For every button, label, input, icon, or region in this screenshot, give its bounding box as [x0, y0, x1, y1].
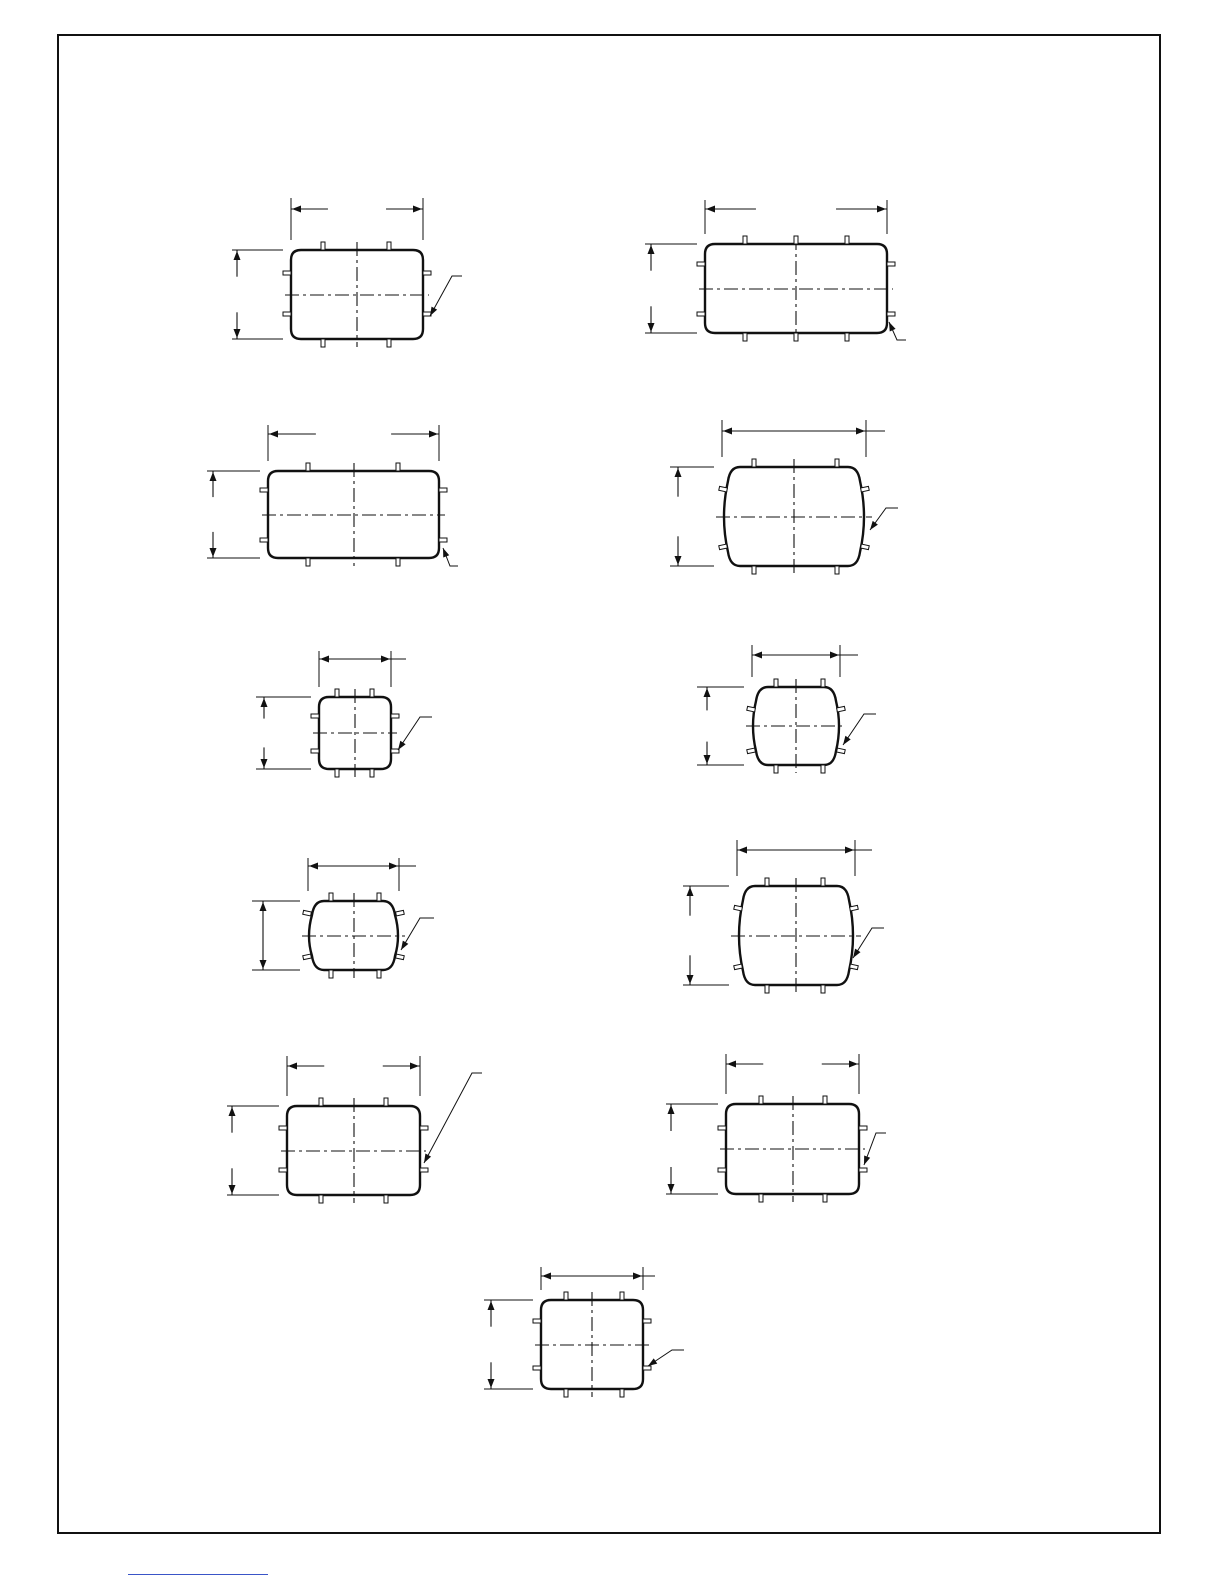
- outline-figure-7: [252, 858, 434, 978]
- lead-tab: [794, 333, 798, 341]
- arrowhead: [389, 863, 398, 870]
- arrowhead: [260, 960, 267, 969]
- arrowhead: [210, 472, 217, 481]
- leader-arrowhead: [889, 322, 896, 332]
- arrowhead: [234, 329, 241, 338]
- arrowhead: [381, 656, 390, 663]
- leader-arrowhead: [443, 548, 449, 558]
- leader-arrowhead: [424, 1154, 431, 1163]
- arrowhead: [704, 688, 711, 697]
- lead-tab: [420, 1168, 428, 1172]
- lead-tab: [439, 538, 447, 542]
- lead-tab: [319, 1098, 323, 1106]
- leader-arrowhead: [843, 736, 851, 745]
- lead-tab: [391, 714, 399, 718]
- lead-tab: [759, 1194, 763, 1202]
- arrowhead: [269, 431, 278, 438]
- arrowhead: [723, 428, 732, 435]
- lead-tab: [303, 910, 312, 916]
- arrowhead: [320, 656, 329, 663]
- arrowhead: [849, 1061, 858, 1068]
- lead-tab: [283, 271, 291, 275]
- lead-tab: [260, 538, 268, 542]
- lead-tab: [396, 463, 400, 471]
- arrowhead: [687, 887, 694, 896]
- lead-tab: [747, 748, 756, 754]
- arrowhead: [648, 323, 655, 332]
- lead-tab: [321, 339, 325, 347]
- lead-tab: [752, 459, 756, 467]
- lead-tab: [774, 765, 778, 773]
- lead-tab: [821, 765, 825, 773]
- arrowhead: [668, 1184, 675, 1193]
- arrowhead: [738, 847, 747, 854]
- leader-line: [424, 1073, 482, 1163]
- arrowhead: [410, 1063, 419, 1070]
- arrowhead: [488, 1301, 495, 1310]
- lead-tab: [329, 970, 333, 978]
- lead-tab: [370, 689, 374, 697]
- lead-tab: [643, 1366, 651, 1370]
- leader-arrowhead: [401, 941, 408, 950]
- lead-tab: [837, 748, 846, 754]
- lead-tab: [718, 1168, 726, 1172]
- lead-tab: [887, 262, 895, 266]
- outline-figure-10: [666, 1054, 886, 1202]
- arrowhead: [229, 1107, 236, 1116]
- outline-figure-6: [697, 645, 876, 773]
- lead-tab: [697, 262, 705, 266]
- lead-tab: [423, 271, 431, 275]
- lead-tab: [794, 236, 798, 244]
- lead-tab: [620, 1389, 624, 1397]
- lead-tab: [821, 985, 825, 993]
- lead-tab: [533, 1319, 541, 1323]
- lead-tab: [260, 488, 268, 492]
- outline-figure-5: [256, 651, 432, 777]
- lead-tab: [835, 459, 839, 467]
- lead-tab: [845, 236, 849, 244]
- lead-tab: [845, 333, 849, 341]
- lead-tab: [835, 566, 839, 574]
- lead-tab: [821, 878, 825, 886]
- lead-tab: [306, 463, 310, 471]
- leader-arrowhead: [870, 521, 878, 530]
- arrowhead: [668, 1105, 675, 1114]
- lead-tab: [279, 1126, 287, 1130]
- arrowhead: [704, 755, 711, 764]
- lead-tab: [718, 1126, 726, 1130]
- arrowhead: [687, 975, 694, 984]
- arrowhead: [856, 428, 865, 435]
- lead-tab: [303, 954, 312, 960]
- lead-tab: [564, 1389, 568, 1397]
- lead-tab: [620, 1292, 624, 1300]
- lead-tab: [279, 1168, 287, 1172]
- lead-tab: [533, 1366, 541, 1370]
- outline-figure-2: [645, 200, 906, 341]
- lead-tab: [734, 964, 743, 970]
- lead-tab: [439, 488, 447, 492]
- arrowhead: [288, 1063, 297, 1070]
- arrowhead: [542, 1273, 551, 1280]
- leader-arrowhead: [648, 1358, 657, 1366]
- leader-arrowhead: [430, 307, 437, 316]
- lead-tab: [765, 985, 769, 993]
- lead-tab: [387, 242, 391, 250]
- lead-tab: [283, 312, 291, 316]
- arrowhead: [309, 863, 318, 870]
- lead-tab: [306, 558, 310, 566]
- arrowhead: [648, 245, 655, 254]
- lead-tab: [859, 1168, 867, 1172]
- lead-tab: [321, 242, 325, 250]
- leader-arrowhead: [864, 1155, 870, 1165]
- lead-tab: [823, 1096, 827, 1104]
- arrowhead: [292, 206, 301, 213]
- lead-tab: [743, 236, 747, 244]
- lead-tab: [384, 1098, 388, 1106]
- outline-figure-8: [683, 840, 884, 993]
- outline-figure-1: [232, 198, 462, 347]
- outline-figure-11: [484, 1267, 684, 1397]
- lead-tab: [311, 749, 319, 753]
- lead-tab: [823, 1194, 827, 1202]
- lead-tab: [743, 333, 747, 341]
- arrowhead: [488, 1379, 495, 1388]
- lead-tab: [821, 679, 825, 687]
- lead-tab: [697, 312, 705, 316]
- leader-arrowhead: [853, 949, 861, 958]
- lead-tab: [384, 1195, 388, 1203]
- lead-tab: [643, 1319, 651, 1323]
- arrowhead: [261, 759, 268, 768]
- lead-tab: [335, 769, 339, 777]
- lead-tab: [370, 769, 374, 777]
- drawing-border: [58, 35, 1160, 1533]
- lead-tab: [319, 1195, 323, 1203]
- arrowhead: [210, 548, 217, 557]
- footer-link[interactable]: [128, 1574, 268, 1575]
- arrowhead: [845, 847, 854, 854]
- lead-tab: [887, 312, 895, 316]
- arrowhead: [260, 902, 267, 911]
- lead-tab: [387, 339, 391, 347]
- lead-tab: [420, 1126, 428, 1130]
- arrowhead: [429, 431, 438, 438]
- lead-tab: [396, 954, 405, 960]
- arrowhead: [633, 1273, 642, 1280]
- lead-tab: [329, 893, 333, 901]
- lead-tab: [396, 910, 405, 916]
- arrowhead: [675, 468, 682, 477]
- lead-tab: [396, 558, 400, 566]
- arrowhead: [727, 1061, 736, 1068]
- lead-tab: [765, 878, 769, 886]
- outline-figure-4: [670, 420, 898, 574]
- lead-tab: [774, 679, 778, 687]
- lead-tab: [850, 964, 859, 970]
- lead-tab: [752, 566, 756, 574]
- arrowhead: [261, 698, 268, 707]
- arrowhead: [413, 206, 422, 213]
- arrowhead: [877, 206, 886, 213]
- arrowhead: [753, 652, 762, 659]
- outline-figure-3: [207, 425, 458, 566]
- arrowhead: [234, 251, 241, 260]
- lead-tab: [859, 1126, 867, 1130]
- leader-arrowhead: [398, 741, 406, 750]
- lead-tab: [377, 970, 381, 978]
- lead-tab: [564, 1292, 568, 1300]
- outline-figure-9: [227, 1056, 482, 1203]
- arrowhead: [830, 652, 839, 659]
- lead-tab: [335, 689, 339, 697]
- arrowhead: [706, 206, 715, 213]
- arrowhead: [675, 556, 682, 565]
- lead-tab: [377, 893, 381, 901]
- arrowhead: [229, 1185, 236, 1194]
- lead-tab: [311, 714, 319, 718]
- lead-tab: [759, 1096, 763, 1104]
